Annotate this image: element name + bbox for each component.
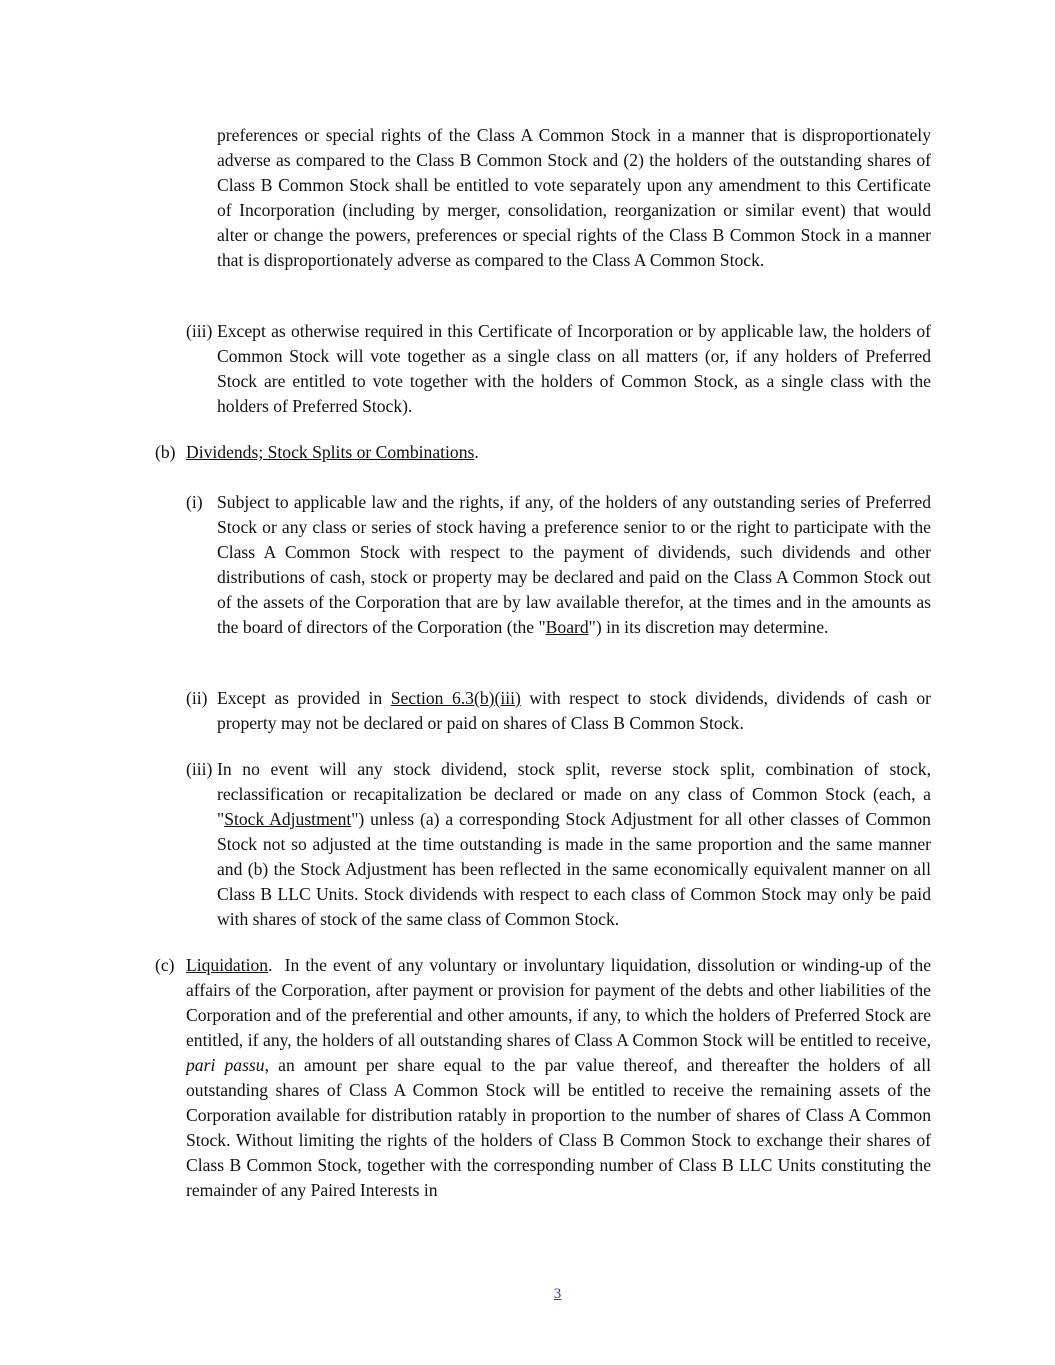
b-i-text-before: Subject to applicable law and the rights, if any, of the holders of any outstanding series of Preferred Stock or any class or series of stock having a preference senior to or the right to participate with the Class A Common Stock with respect to the payment of dividends, such dividends and other distributions of cash, stock or property may be declared and paid on the Class A Common Stock out of the assets of the Corporation that are by law available therefor, at the times and in the amounts as the board of directors of the Corporation (the " bbox=[217, 492, 931, 637]
b-ii-number: (ii) bbox=[186, 688, 208, 708]
continuation-paragraph bbox=[217, 123, 931, 273]
section-c-text-before: . In the event of any voluntary or involuntary liquidation, dissolution or winding-up of the affairs of the Corporation, after payment or provision for payment of the debts and other liabilities of the Corporation and of the preferential and other amounts, if any, to which the holders of Preferred Stock are entitled, if any, the holders of all outstanding shares of Class A Common Stock will be entitled to receive, bbox=[186, 955, 936, 1050]
b-ii-paragraph bbox=[217, 686, 931, 736]
section-c-text-after: , an amount per share equal to the par value thereof, and thereafter the holders of all outstanding shares of Class A Common Stock will be entitled to receive the remaining assets of the Corporation available for distribution ratably in proportion to the number of shares of Class A Common Stock. Without limiting the rights of the holders of Class B Common Stock to exchange their shares of Class B Common Stock, together with the corresponding number of Class B LLC Units constituting the remainder of any Paired Interests in bbox=[186, 1055, 932, 1200]
b-ii-text-before: Except as provided in bbox=[217, 688, 391, 708]
section-c-title: Liquidation bbox=[186, 955, 269, 975]
section-c-number: (c) bbox=[155, 955, 175, 975]
section-b-title: Dividends; Stock Splits or Combinations bbox=[186, 442, 475, 462]
section-b-heading bbox=[186, 440, 931, 465]
stock-adjustment-defined-term: Stock Adjustment bbox=[224, 809, 352, 829]
b-iii-text-after: ") unless (a) a corresponding Stock Adjustment for all other classes of Common Stock not so adjusted at the time outstanding is made in the same proportion and the same manner and (b) the Stock Adjustment has been reflected in the same economically equivalent manner on all Class B LLC Units. Stock dividends with respect to each class of Common Stock may only be paid with shares of stock of the same class of Common Stock. bbox=[217, 809, 931, 929]
section-c-paragraph bbox=[186, 953, 936, 1203]
b-i-text-after: ") in its discretion may determine. bbox=[588, 617, 829, 637]
b-iii-number: (iii) bbox=[186, 759, 213, 779]
section-reference-link[interactable]: Section 6.3(b)(iii) bbox=[390, 688, 521, 708]
b-iii-text-before: In no event will any stock dividend, stock split, reverse stock split, combination of stock, reclassification or recapitalization be declared or made on any class of Common Stock (each, a " bbox=[217, 759, 931, 829]
b-ii-text-after: with respect to stock dividends, dividends of cash or property may not be declared or paid on shares of Class B Common Stock. bbox=[217, 688, 932, 733]
voting-iii-text: Except as otherwise required in this Certificate of Incorporation or by applicable law, the holders of Common Stock will vote together as a single class on all matters (or, if any holders of Preferred Stock are entitled to vote together with the holders of Common Stock, as a single class with the holders of Preferred Stock). bbox=[217, 321, 931, 416]
section-b-number: (b) bbox=[155, 442, 176, 462]
continuation-text: preferences or special rights of the Class A Common Stock in a manner that is disproportionately adverse as compared to the Class B Common Stock and (2) the holders of the outstanding shares of Class B Common Stock shall be entitled to vote separately upon any amendment to this Certificate of Incorporation (including by merger, consolidation, reorganization or similar event) that would alter or change the powers, preferences or special rights of the Class B Common Stock in a manner that is disproportionately adverse as compared to the Class A Common Stock. bbox=[217, 125, 931, 270]
voting-iii-paragraph bbox=[217, 319, 931, 419]
pari-passu-term: pari passu bbox=[186, 1055, 265, 1075]
page-number-link[interactable]: 3 bbox=[553, 1286, 562, 1302]
voting-iii-number: (iii) bbox=[186, 321, 213, 341]
board-defined-term: Board bbox=[545, 617, 589, 637]
b-i-paragraph bbox=[217, 490, 931, 640]
b-iii-paragraph bbox=[217, 757, 931, 932]
section-b-title-period: . bbox=[474, 442, 479, 462]
b-i-number: (i) bbox=[186, 492, 203, 512]
